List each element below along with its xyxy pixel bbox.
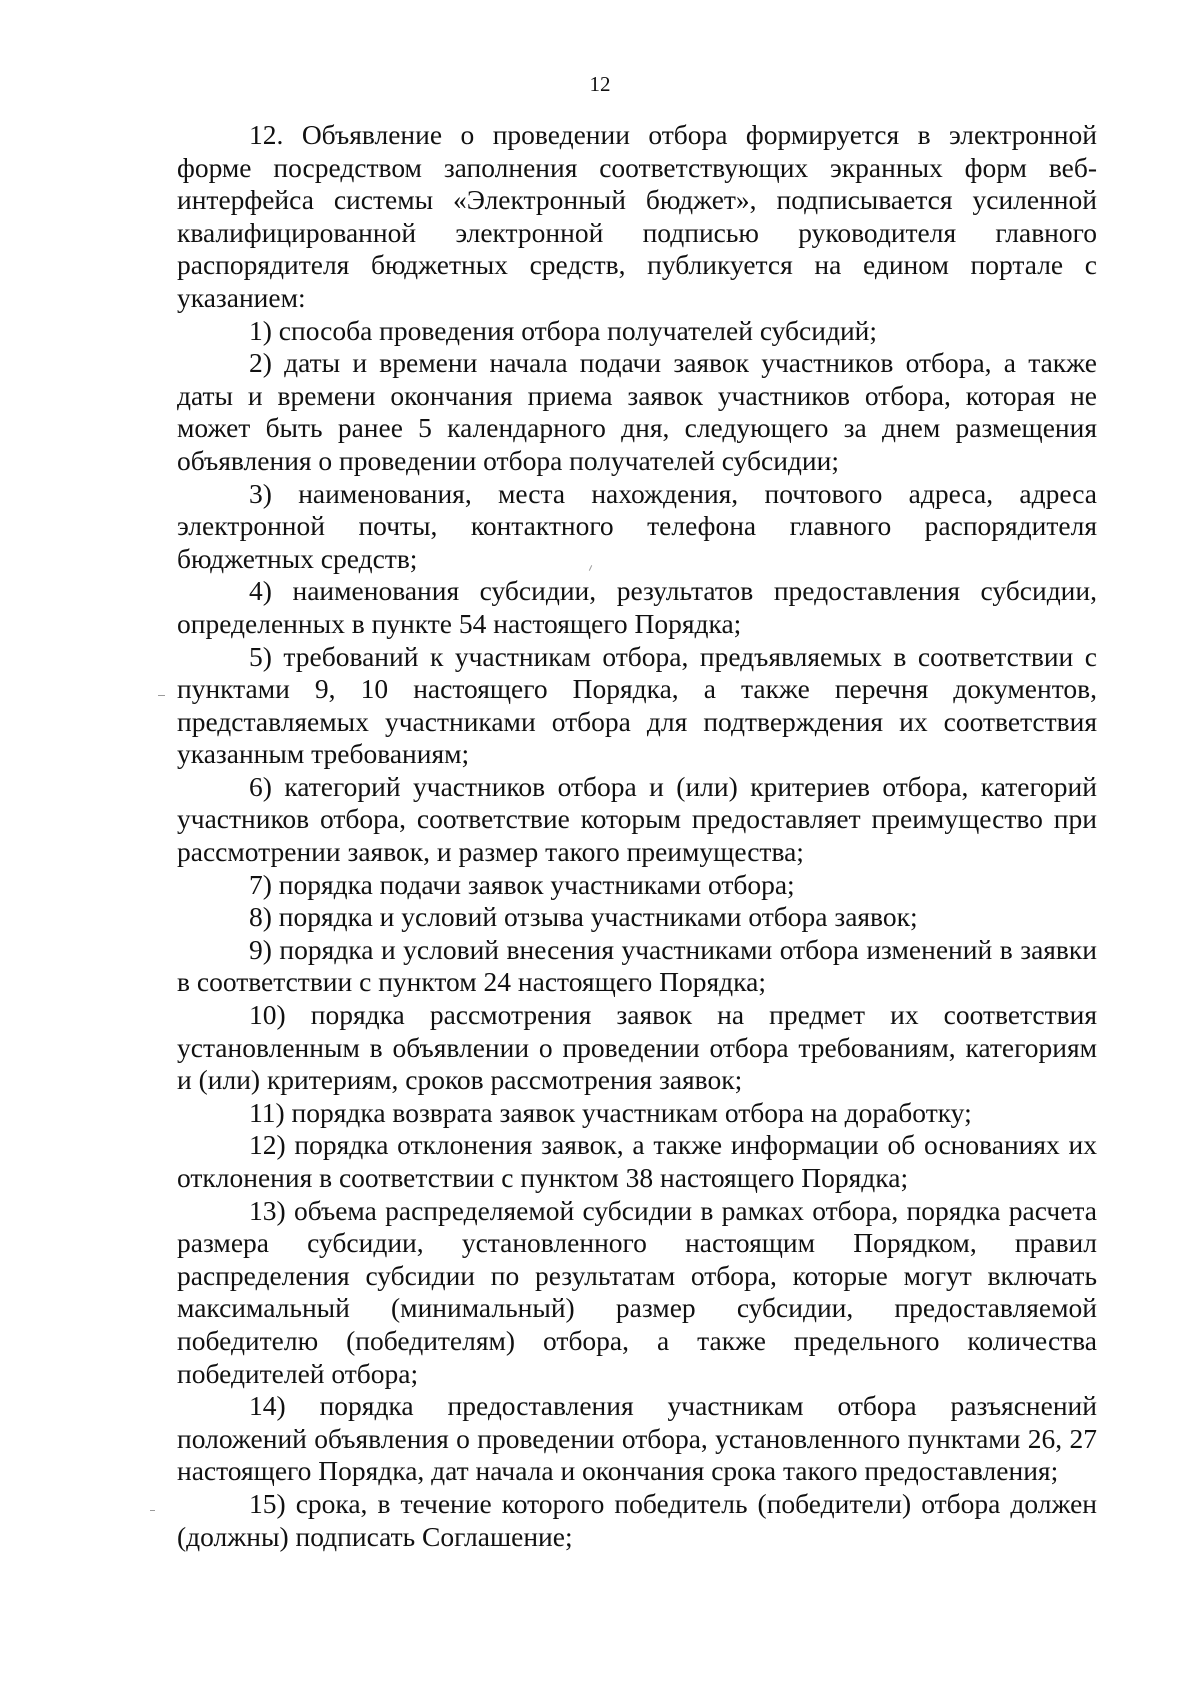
list-item-12: 12) порядка отклонения заявок, а также информации об основаниях их отклонения в соответствии с пунктом 38 настоящего Порядка;	[177, 1129, 1097, 1193]
list-item-7: 7) порядка подачи заявок участниками отбора;	[249, 868, 795, 900]
page-number: 12	[589, 72, 611, 96]
document-body	[177, 119, 1097, 1553]
list-item-1: 1) способа проведения отбора получателей субсидий;	[249, 314, 878, 346]
scan-speck	[150, 1510, 155, 1511]
list-item-4: 4) наименования субсидии, результатов предоставления субсидии, определенных в пункте 54 настоящего Порядка;	[177, 575, 1097, 639]
scan-speck	[158, 695, 165, 696]
list-item-10: 10) порядка рассмотрения заявок на предмет их соответствия установленным в объявлении о проведении отбора требованиям, категориям и (или) критериям, сроков рассмотрения заявок;	[177, 999, 1097, 1096]
list-item-15: 15) срока, в течение которого победитель (победители) отбора должен (должны) подписать Соглашение;	[177, 1487, 1097, 1552]
paragraph-announcement: 12. Объявление о проведении отбора формируется в электронной форме посредством заполнения соответствующих экранных форм веб-интерфейса системы «Электронный бюджет», подписывается усиленной квалифицированной электронной подписью руководителя главного распорядителя бюджетных средств, публикуется на едином портале с указанием:	[177, 119, 1097, 313]
list-item-2: 2) даты и времени начала подачи заявок участников отбора, а также даты и времени окончания приема заявок участников отбора, которая не может быть ранее 5 календарного дня, следующего за днем размещения объявления о проведении отбора получателей субсидии;	[177, 347, 1097, 476]
list-item-3: 3) наименования, места нахождения, почтового адреса, адреса электронной почты, контактного телефона главного распорядителя бюджетных средств;	[177, 477, 1097, 574]
list-item-14: 14) порядка предоставления участникам отбора разъяснений положений объявления о проведении отбора, установленного пунктами 26, 27 настоящего Порядка, дат начала и окончания срока такого предоставления;	[177, 1390, 1097, 1487]
list-item-11: 11) порядка возврата заявок участникам отбора на доработку;	[249, 1096, 972, 1128]
list-item-13: 13) объема распределяемой субсидии в рамках отбора, порядка расчета размера субсидии, установленного настоящим Порядком, правил распределения субсидии по результатам отбора, которые могут включать максимальный (минимальный) размер субсидии, предоставляемой победителю (победителям) отбора, а также предельного количества победителей отбора;	[177, 1194, 1097, 1389]
list-item-6: 6) категорий участников отбора и (или) критериев отбора, категорий участников отбора, соответствие которым предоставляет преимущество при рассмотрении заявок, и размер такого преимущества;	[177, 770, 1097, 868]
list-item-5: 5) требований к участникам отбора, предъявляемых в соответствии с пунктами 9, 10 настоящего Порядка, а также перечня документов, представляемых участниками отбора для подтверждения их соответствия указанным требованиям;	[177, 640, 1097, 770]
list-item-9: 9) порядка и условий внесения участниками отбора изменений в заявки в соответствии с пунктом 24 настоящего Порядка;	[177, 933, 1097, 998]
list-item-8: 8) порядка и условий отзыва участниками отбора заявок;	[249, 901, 918, 933]
